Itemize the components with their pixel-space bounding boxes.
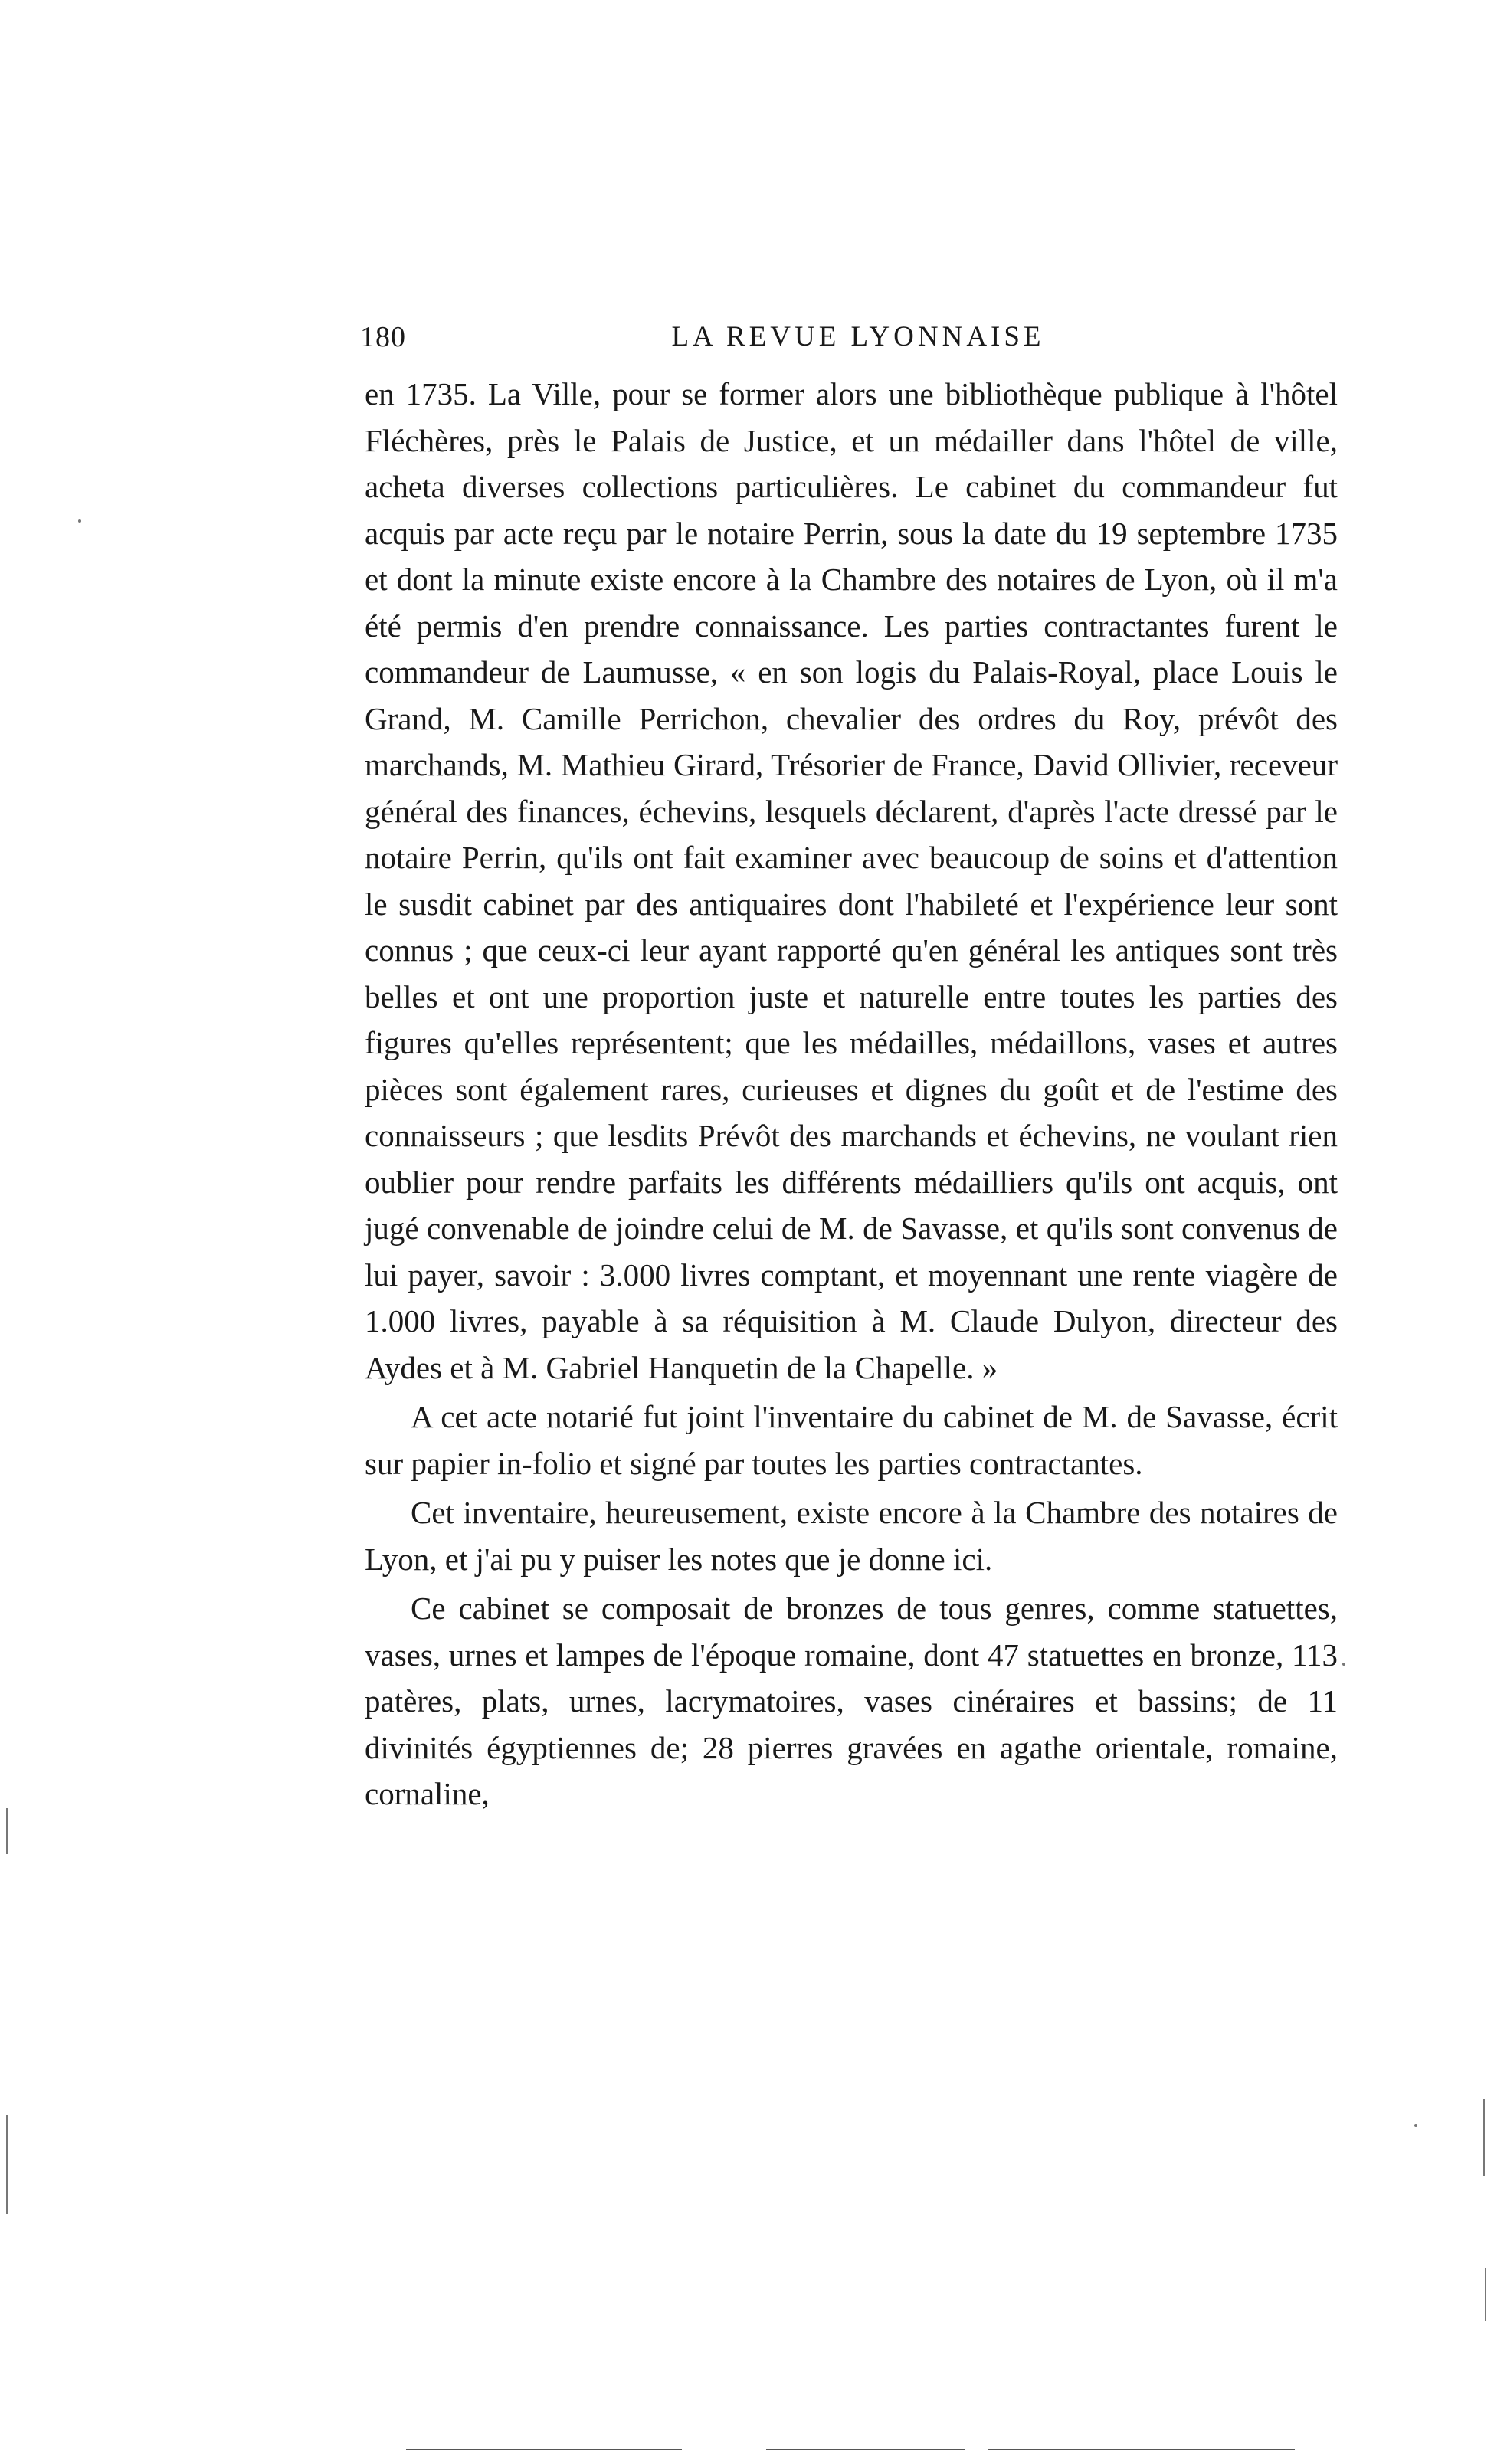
scan-speck xyxy=(78,519,81,523)
running-head xyxy=(360,320,1356,359)
scan-edge-mark xyxy=(6,1808,8,1854)
paragraph: Ce cabinet se composait de bronzes de tous genres, comme statuettes, vases, urnes et lampes de l'époque romaine, dont 47 statuettes en bronze, 113 patères, plats, urnes, lacrymatoires, vases cinéraires et bassins; de 11 divinités égyptiennes de; 28 pierres gravées en agathe orientale, romaine, cornaline, xyxy=(365,1591,1338,1811)
scan-edge-mark xyxy=(6,2115,8,2214)
scan-edge-mark xyxy=(1483,2099,1485,2176)
running-title: LA REVUE LYONNAISE xyxy=(671,321,1045,352)
paragraph: en 1735. La Ville, pour se former alors une bibliothèque publique à l'hôtel Fléchères, près le Palais de Justice, et un médailler dans l'hôtel de ville, acheta diverses collections particulières. Le cabinet du commandeur fut acquis par acte reçu par le notaire Perrin, sous la date du 19 septembre 1735 et dont la minute existe encore à la Chambre des notaires de Lyon, où il m'a été permis d'en prendre connaissance. Les parties contractantes furent le commandeur de Laumusse, « en son logis du Palais-Royal, place Louis le Grand, M. Camille Perrichon, chevalier des ordres du Roy, prévôt des marchands, M. Mathieu Girard, Trésorier de France, David Ollivier, receveur général des finances, échevins, lesquels déclarent, d'après l'acte dressé par le notaire Perrin, qu'ils ont fait examiner avec beaucoup de soins et d'attention le susdit cabinet par des antiquaires dont l'habileté et l'expérience leur sont connus ; que ceux-ci leur ayant rapporté qu'en général les antiques sont très belles et ont une proportion juste et naturelle entre toutes les parties des figures qu'elles représentent; que les médailles, médaillons, vases et autres pièces sont également rares, curieuses et dignes du goût et de l'estime des connaisseurs ; que lesdits Prévôt des marchands et échevins, ne voulant rien oublier pour rendre parfaits les différents médailliers qu'ils ont acquis, ont jugé convenable de joindre celui de M. de Savasse, et qu'ils sont convenus de lui payer, savoir : 3.000 livres comptant, et moyennant une rente viagère de 1.000 livres, payable à sa réquisition à M. Claude Dulyon, directeur des Aydes et à M. Gabriel Hanquetin de la Chapelle. » xyxy=(365,376,1338,1385)
scan-edge-mark xyxy=(1485,2268,1486,2321)
paragraph: A cet acte notarié fut joint l'inventaire du cabinet de M. de Savasse, écrit sur papier in-folio et signé par toutes les parties contractantes. xyxy=(365,1399,1338,1481)
scan-speck xyxy=(1414,2124,1417,2127)
scan-bottom-rule xyxy=(406,2449,682,2450)
scan-bottom-rule xyxy=(766,2449,965,2450)
body-text xyxy=(365,371,1338,1817)
paragraph: Cet inventaire, heureusement, existe encore à la Chambre des notaires de Lyon, et j'ai pu y puiser les notes que je donne ici. xyxy=(365,1495,1338,1577)
scan-bottom-rule xyxy=(988,2449,1295,2450)
page-number: 180 xyxy=(360,321,406,353)
scan-speck xyxy=(1342,1663,1345,1666)
